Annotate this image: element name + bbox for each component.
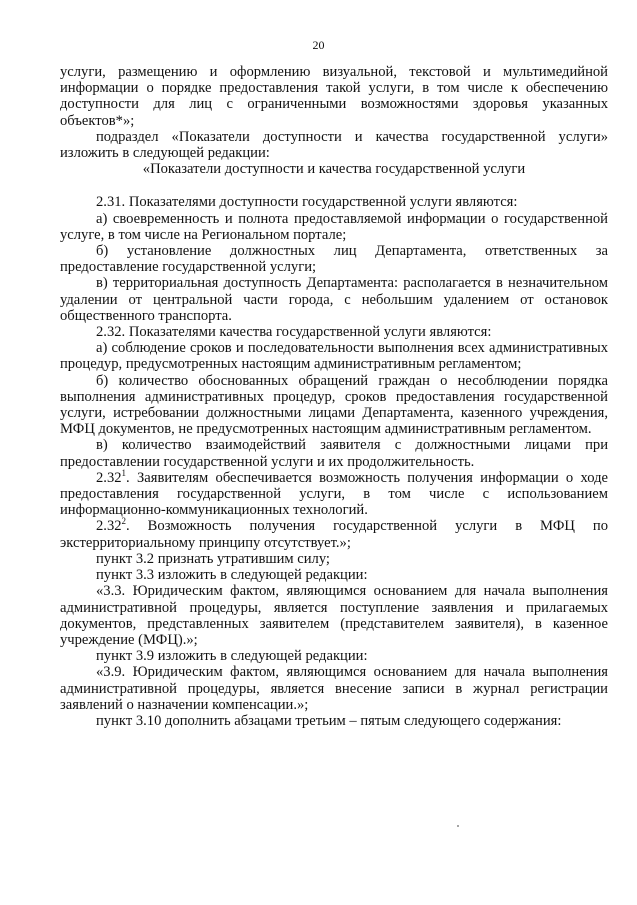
document-body: [60, 64, 608, 729]
clause-number: 2.32: [96, 518, 122, 535]
paragraph-item-3-3: пункт 3.3 изложить в следующей редакции:: [96, 567, 368, 584]
paragraph-2-32-1: [60, 470, 608, 519]
paragraph-item-3-10: пункт 3.10 дополнить абзацами третьим – пятым следующего содержания:: [96, 712, 562, 729]
spacer: [60, 177, 608, 194]
paragraph-item-3-9: пункт 3.9 изложить в следующей редакции:: [96, 648, 368, 665]
paragraph-2-31-v: в) территориальная доступность Департамента: располагается в незначительном удалении от центральной части города, с небольшим удалением от остановок общественного транспорта.: [60, 275, 608, 324]
paragraph-subsection-instruction: подраздел «Показатели доступности и качества государственной услуги» изложить в следующей редакции:: [60, 128, 608, 162]
paragraph-2-32-2: [60, 518, 608, 550]
clause-superscript: 2: [121, 516, 127, 527]
scan-speck: [457, 825, 459, 827]
page-number: 20: [312, 38, 325, 52]
paragraph-2-31: 2.31. Показателями доступности государственной услуги являются:: [96, 194, 518, 211]
clause-text: . Возможность получения государственной услуги в МФЦ по экстерриториальному принципу отсутствует.»;: [60, 518, 608, 551]
paragraph-continuation: услуги, размещению и оформлению визуальной, текстовой и мультимедийной информации о порядке предоставления такой услуги, в том числе к обеспечению доступности для лиц с ограниченными возможностями здоровья указанных объектов*»;: [60, 64, 608, 129]
paragraph-3-3-text: «3.3. Юридическим фактом, являющимся основанием для начала выполнения административной процедуры, является поступление заявления и прилагаемых документов, представленных заявителем (представителем заявителя), в казенное учреждение (МФЦ).»;: [60, 583, 608, 648]
subsection-heading: «Показатели доступности и качества государственной услуги: [142, 161, 526, 178]
paragraph-2-32-a: а) соблюдение сроков и последовательности выполнения всех административных процедур, предусмотренных настоящим административным регламентом;: [60, 340, 608, 373]
clause-superscript: 1: [121, 468, 127, 479]
paragraph-2-32: 2.32. Показателями качества государственной услуги являются:: [96, 324, 492, 341]
clause-text: . Заявителям обеспечивается возможность получения информации о ходе предоставления государственной услуги, в том числе с использованием информационно-коммуникационных технологий.: [60, 469, 608, 519]
paragraph-2-31-a: а) своевременность и полнота предоставляемой информации о государственной услуге, в том числе на Региональном портале;: [60, 210, 608, 243]
paragraph-2-32-v: в) количество взаимодействий заявителя с должностными лицами при предоставлении государственной услуги и их продолжительность.: [60, 437, 608, 470]
paragraph-item-3-2: пункт 3.2 признать утратившим силу;: [96, 550, 330, 567]
paragraph-2-32-b: б) количество обоснованных обращений граждан о несоблюдении порядка выполнения административных процедур, сроков предоставления государственной услуги, истребовании должностными лицами Департамента, казенного учреждения, МФЦ документов, не предусмотренных настоящим административным регламентом.: [60, 372, 608, 438]
paragraph-3-9-text: «3.9. Юридическим фактом, являющимся основанием для начала выполнения административной процедуры, является внесение записи в журнал регистрации заявлений о назначении компенсации.»;: [60, 664, 608, 713]
clause-number: 2.32: [96, 469, 122, 486]
paragraph-2-31-b: б) установление должностных лиц Департамента, ответственных за предоставление государственной услуги;: [60, 243, 608, 276]
